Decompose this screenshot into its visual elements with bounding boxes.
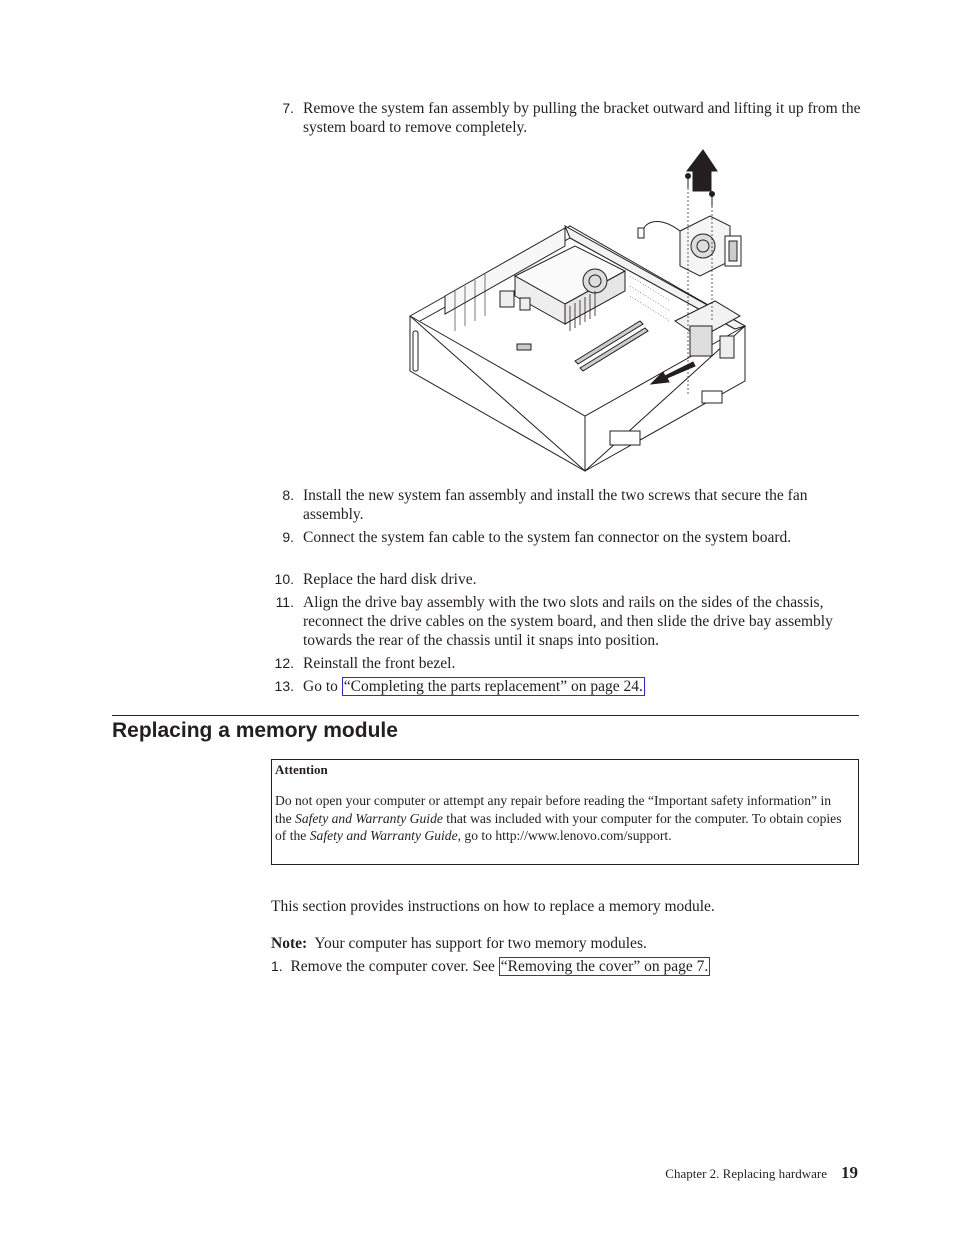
step-number: 9. (282, 529, 294, 545)
step-12 (262, 654, 862, 673)
step-10 (262, 570, 862, 589)
step-8 (262, 486, 862, 524)
step-text: Align the drive bay assembly with the two slots and rails on the sides of the chassis, reconnect the drive cables on the system board, and then slide the drive bay assembly towards the rear of the chassis until it snaps into position. (303, 594, 833, 649)
step-number: 11. (275, 594, 294, 610)
step-text: Connect the system fan cable to the system fan connector on the system board. (303, 529, 792, 546)
attention-title: Attention (275, 762, 328, 777)
page-footer (665, 1163, 858, 1183)
step-11 (262, 593, 862, 650)
guide-title: Safety and Warranty Guide (309, 828, 458, 843)
step-number: 1. (271, 958, 283, 974)
note-label: Note: (271, 935, 308, 952)
note-text: Your computer has support for two memory modules. (314, 935, 647, 952)
note (271, 934, 647, 953)
step-number: 10. (274, 571, 294, 587)
step-text (303, 677, 862, 696)
step-text: Remove the system fan assembly by pulling the bracket outward and lifting it up from the system board to remove completely. (303, 100, 861, 136)
page-number: 19 (841, 1163, 858, 1182)
step-text: Reinstall the front bezel. (303, 655, 456, 672)
completing-parts-replacement-link[interactable]: “Completing the parts replacement” on page 24. (343, 678, 643, 695)
step-7 (262, 99, 862, 137)
attention-box (271, 759, 859, 865)
section-rule (112, 715, 859, 716)
step-number: 13. (274, 678, 294, 694)
attention-body: Do not open your computer or attempt any repair before reading the “Important safety information” in the Safety and Warranty Guide that was included with your computer for the computer. To obtain copies of the Safety and Warranty Guide, go to http://www.lenovo.com/support. (275, 793, 842, 843)
step-prefix: Remove the computer cover. See (290, 958, 499, 975)
step-text: Replace the hard disk drive. (303, 571, 477, 588)
step-prefix: Go to (303, 678, 342, 695)
chapter-label: Chapter 2. Replacing hardware (665, 1166, 827, 1181)
fan-assembly-removal-illustration (405, 146, 760, 476)
step-number: 7. (282, 100, 294, 116)
guide-title: Safety and Warranty Guide (295, 810, 443, 826)
intro-paragraph: This section provides instructions on how to replace a memory module. (271, 898, 715, 915)
step-text: Install the new system fan assembly and install the two screws that secure the fan assembly. (303, 487, 808, 523)
removing-cover-link[interactable]: “Removing the cover” on page 7. (500, 958, 709, 975)
step-13 (262, 677, 862, 696)
memory-step-1 (271, 957, 710, 976)
step-number: 12. (274, 655, 294, 671)
step-number: 8. (282, 487, 294, 503)
step-9 (262, 528, 862, 547)
section-heading: Replacing a memory module (112, 719, 398, 742)
